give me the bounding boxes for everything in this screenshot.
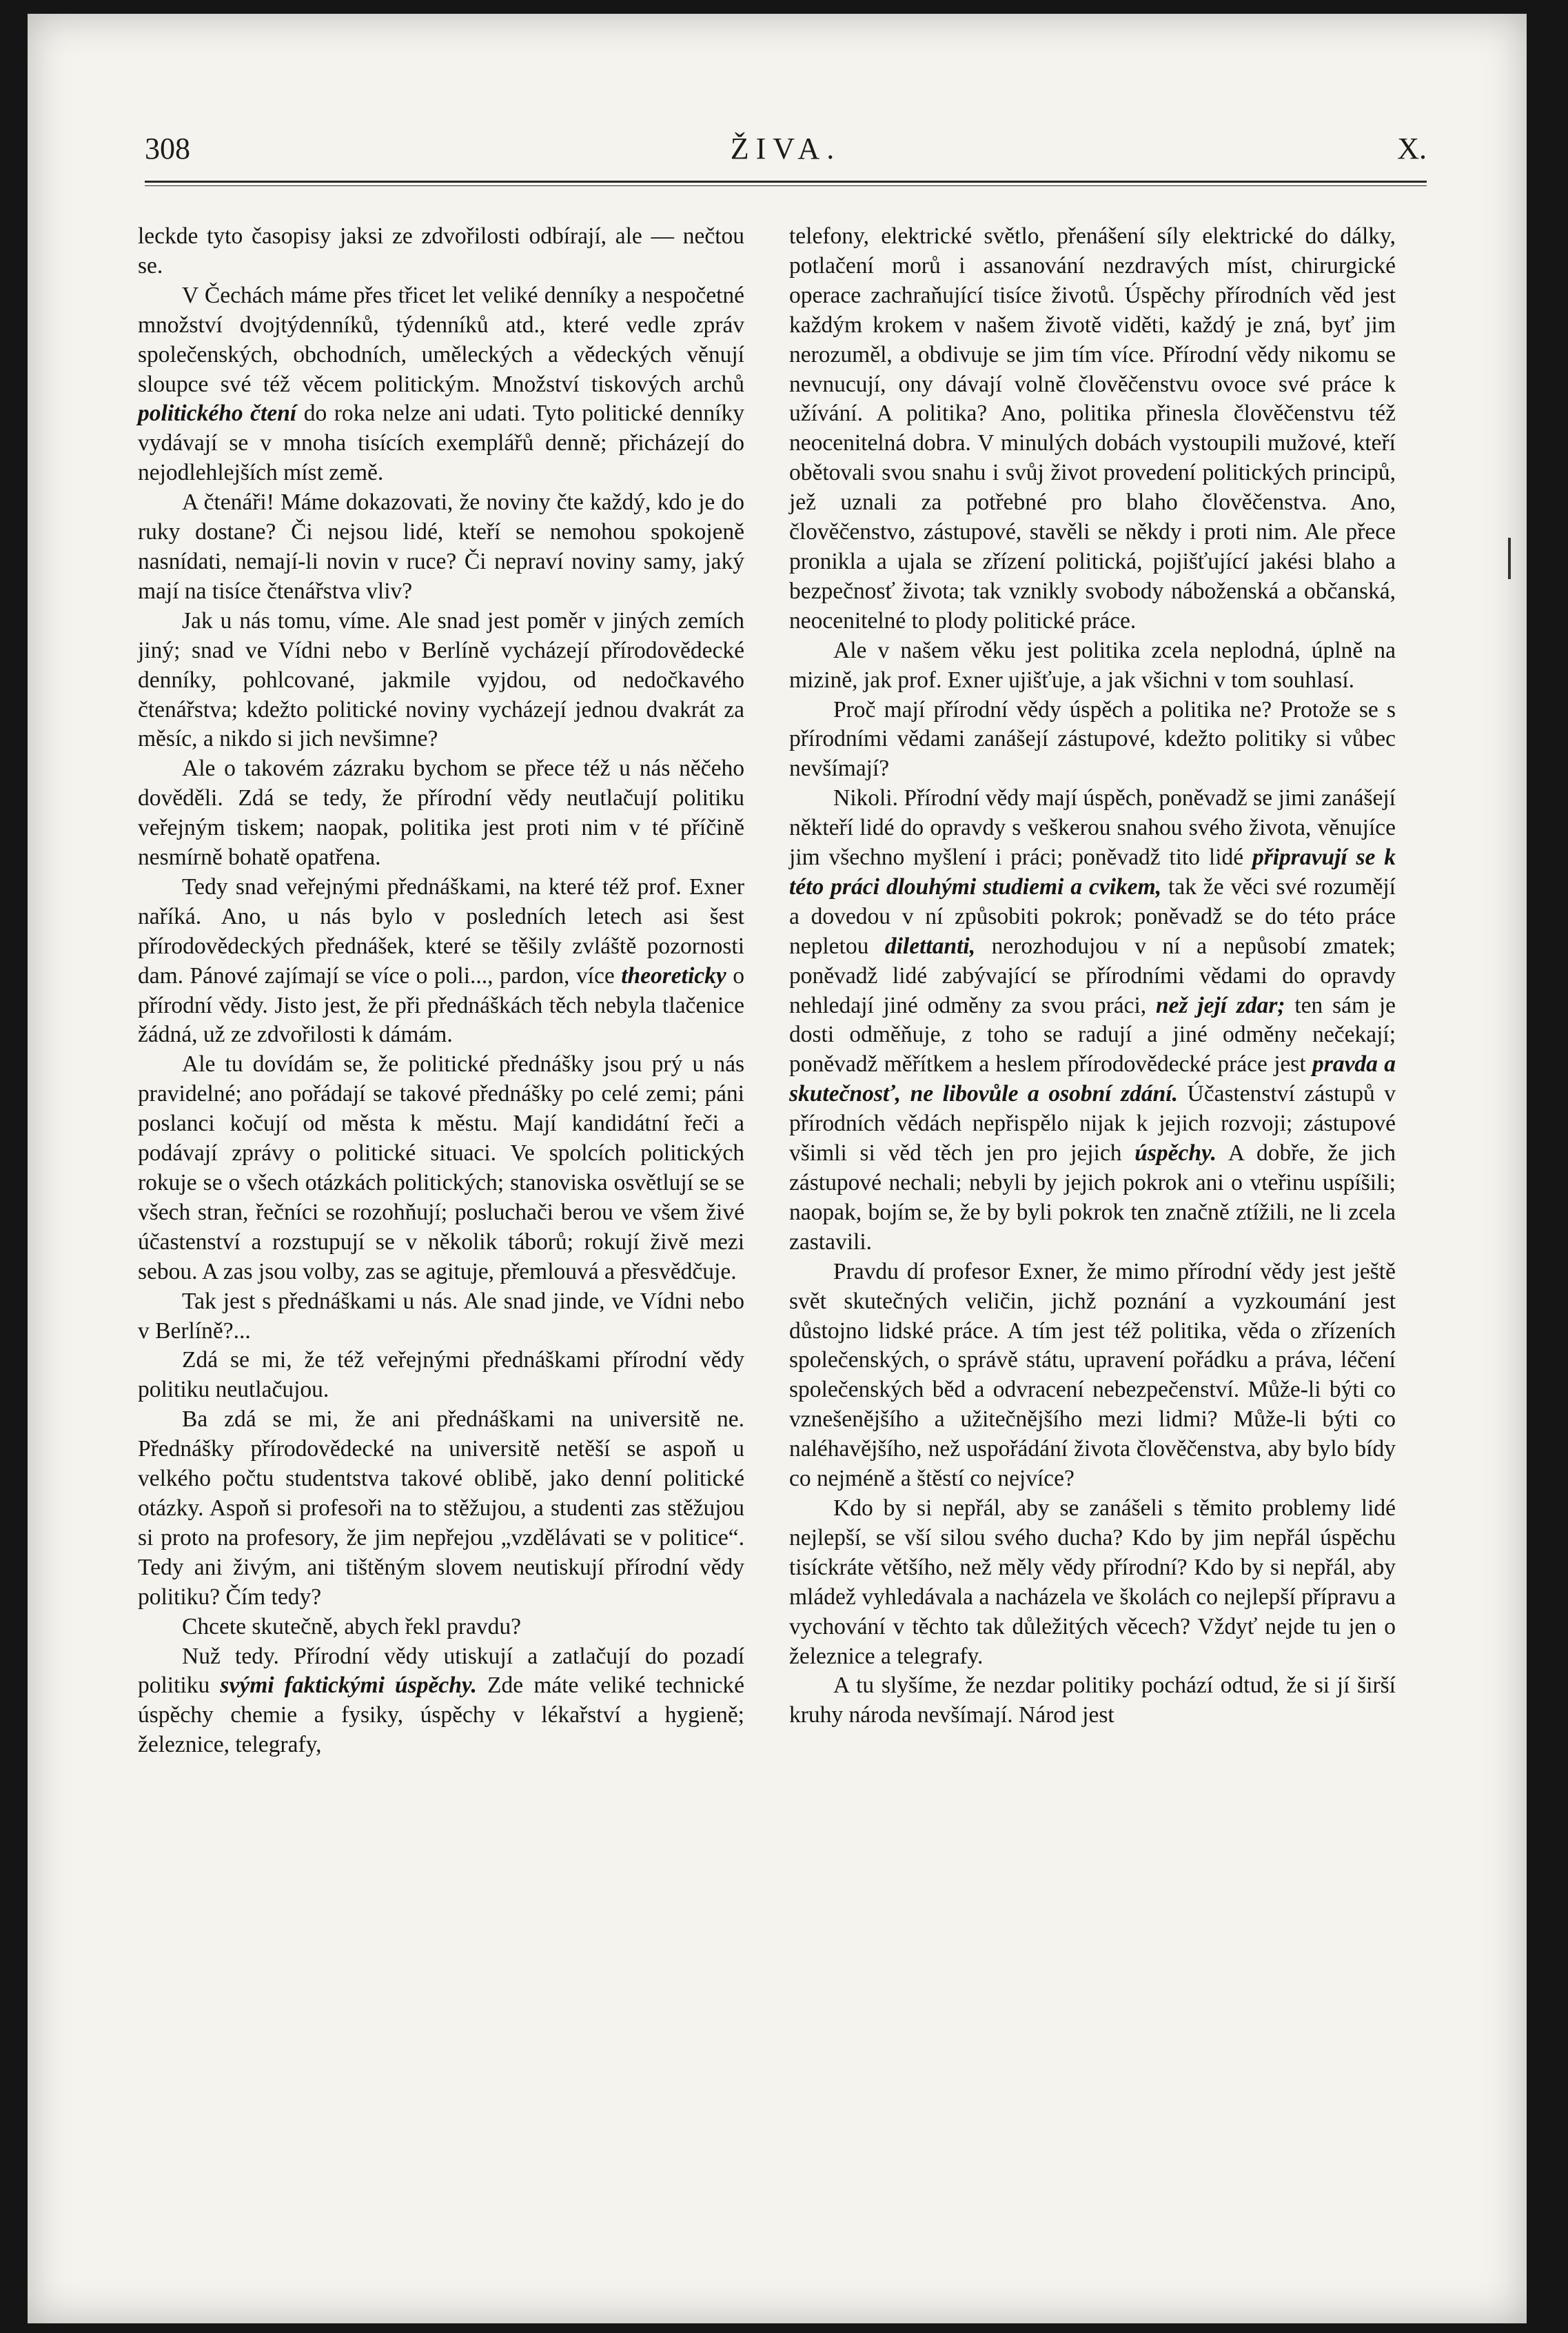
paragraph	[138, 873, 744, 1050]
paragraph	[138, 1405, 744, 1612]
text-run: Kdo by si nepřál, aby se zanášeli s těmito problemy lidé nejlepší, se vší silou svého ducha? Kdo by jim nepřál úspěchu tisíckráte většího, než měly vědy přírodní? Kdo by si nepřál, aby mládež vyhledávala a nacházela ve školách co nejlepší přípravu a vychování v těchto tak důležitých věcech? Vždyť nejde tu jen o železnice a telegrafy.	[789, 1495, 1396, 1669]
paragraph	[789, 636, 1396, 696]
header-rule	[145, 181, 1427, 186]
paragraph	[138, 281, 744, 488]
emphasis-text: úspěchy.	[1134, 1140, 1217, 1166]
paragraph	[138, 754, 744, 873]
paragraph	[138, 1613, 744, 1642]
text-run: Jak u nás tomu, víme. Ale snad jest poměr v jiných zemích jiný; snad ve Vídni nebo v Berlíně vycházejí přírodovědecké denníky, pohlcované, jakmile vyjdou, od nedočkavého čtenářstva; kdežto politické noviny vycházejí jednou dvakrát za měsíc, a nikdo si jich nevšimne?	[138, 607, 744, 752]
paragraph	[138, 1287, 744, 1346]
paragraph	[789, 1258, 1396, 1494]
text-run: telefony, elektrické světlo, přenášení síly elektrické do dálky, potlačení morů i assanování nezdravých míst, chirurgické operace zachraňující tisíce životů. Úspěchy přírodních věd jest každým krokem v našem životě viděti, každý je zná, byť jim nerozuměl, a obdivuje se jim tím více. Přírodní vědy nikomu se nevnucují, ony dávají volně člověčenstvu ovoce své práce k užívání. A politika? Ano, politika přinesla člověčenstvu též neocenitelná dobra. V minulých dobách vystoupili mužové, kteří obětovali svou snahu i svůj život provedení politických principů, jež uznali za potřebné pro blaho člověčenstva. Ano, člověčenstvo, zástupové, stavěli se někdy i proti nim. Ale přece pronikla a ujala se zřízení politická, pojišťující jakési blaho a bezpečnosť života; tak vznikly svobody náboženská a občanská, neocenitelné to plody politické práce.	[789, 223, 1396, 634]
text-run: Ale tu dovídám se, že politické přednášky jsou prý u nás pravidelné; ano pořádají se takové přednášky po celé zemi; páni poslanci kočují od města k městu. Mají kandidátní řeči a podávají zprávy o politické situaci. Ve spolcích politických rokuje se o všech otázkách politických; stanoviska osvětlují se se všech stran, řečníci se rozohňují; posluchači berou ve všem živé účastenství a rozstupují se v několik táborů; rokují živě mezi sebou. A zas jsou volby, zas se agituje, přemlouvá a přesvědčuje.	[138, 1051, 744, 1284]
text-run: tak že věci své rozumějí a dovedou v ní způsobiti pokrok; poněvadž se do této práce nepletou	[789, 873, 1396, 959]
text-run: Proč mají přírodní vědy úspěch a politika ne? Protože se s přírodními vědami zanášejí zástupové, kdežto politiky si vůbec nevšímají?	[789, 696, 1396, 782]
paragraph	[789, 1494, 1396, 1671]
paragraph	[138, 1642, 744, 1761]
emphasis-text: pravda a skutečnosť, ne libovůle a osobní zdání.	[789, 1051, 1396, 1107]
text-run: o přírodní vědy. Jisto jest, že při přednáškách těch nebyla tlačenice žádná, už ze zdvořilosti k dámám.	[138, 962, 744, 1048]
text-run: Ale v našem věku jest politika zcela neplodná, úplně na mizině, jak prof. Exner ujišťuje, a jak všichni v tom souhlasí.	[789, 637, 1396, 693]
paragraph	[138, 1346, 744, 1405]
page-number: 308	[145, 132, 190, 165]
text-run: Pravdu dí profesor Exner, že mimo přírodní vědy jest ještě svět skutečných veličin, jichž poznání a vyzkoumání jest důstojno lidské práce. A tím jest též politika, věda o zřízeních společenských, o správě státu, upravení pořádku a práva, léčení společenských běd a odvracení nebezpečenství. Může-li býti co vznešenějšího a užitečnějšího mezi lidmi? Může-li býti co naléhavějšího, než uspořádání života člověčenstva, aby bylo bídy co nejméně a štěstí co nejvíce?	[789, 1258, 1396, 1492]
paragraph	[789, 784, 1396, 1258]
emphasis-text: theoreticky	[621, 962, 726, 989]
journal-title: ŽIVA.	[730, 132, 842, 165]
emphasis-text: připravují se k této práci dlouhými studiemi a cvikem,	[789, 845, 1396, 900]
paragraph	[138, 607, 744, 755]
emphasis-text: svými faktickými úspěchy.	[220, 1673, 477, 1699]
text-run: Nuž tedy. Přírodní vědy utiskují a zatlačují do pozadí politiku	[138, 1643, 744, 1699]
text-run: nerozhodujou v ní a nepůsobí zmatek; poněvadž lidé zabývající se přírodními vědami do opravdy nehledají jiné odměny za svou práci,	[789, 933, 1396, 1018]
volume-number: X.	[1397, 132, 1427, 165]
text-run: leckde tyto časopisy jaksi ze zdvořilosti odbírají, ale — nečtou se.	[138, 223, 744, 279]
text-run: ten sám je dosti odměňuje, z toho se radují a jiné odměny nečekají; poněvadž měřítkem a heslem přírodovědecké práce jest	[789, 992, 1396, 1078]
text-run: Účastenství zástupů v přírodních vědách nepřispělo nijak k jejich rozvoji; zástupové všimli si věd těch jen pro jejich	[789, 1081, 1396, 1166]
emphasis-text: politického čtení	[138, 401, 297, 427]
margin-mark	[1508, 538, 1511, 579]
text-run: Zde máte veliké technické úspěchy chemie a fysiky, úspěchy v lékařství a hygieně; železnice, telegrafy,	[138, 1673, 744, 1758]
text-run: V Čechách máme přes třicet let veliké denníky a nespočetné množství dvojtýdenníků, týdenníků atd., které vedle zpráv společenských, obchodních, uměleckých a vědeckých věnují sloupce své též věcem politickým. Množství tiskových archů	[138, 282, 744, 397]
paragraph	[138, 488, 744, 607]
text-run: Chcete skutečně, abych řekl pravdu?	[182, 1613, 522, 1639]
text-run: Zdá se mi, že též veřejnými přednáškami přírodní vědy politiku neutlačujou.	[138, 1347, 744, 1403]
text-run: do roka nelze ani udati. Tyto politické denníky vydávají se v mnoha tisících exemplářů denně; přicházejí do nejodlehlejších míst země.	[138, 401, 744, 486]
paragraph	[789, 696, 1396, 785]
emphasis-text: dilettanti,	[884, 933, 976, 959]
text-run: Tedy snad veřejnými přednáškami, na které též prof. Exner naříká. Ano, u nás bylo v posledních letech asi šest přírodovědeckých přednášek, které se těšily zvláště pozornosti dam. Pánové zajímají se více o poli..., pardon, více	[138, 873, 744, 989]
paragraph	[789, 1671, 1396, 1730]
text-run: A čtenáři! Máme dokazovati, že noviny čte každý, kdo je do ruky dostane? Či nejsou lidé, kteří se nemohou spokojeně nasnídati, nemají-li novin v ruce? Či nepraví noviny samy, jaký mají na tisíce čtenářstva vliv?	[138, 489, 744, 604]
text-run: A dobře, že jich zástupové nechali; nebyli by jejich pokrok ani o vteřinu uspíšili; naopak, bojím se, že by byli pokrok ten značně ztížili, ne li zcela zastavili.	[789, 1140, 1396, 1255]
emphasis-text: než její zdar;	[1155, 992, 1285, 1018]
text-run: Nikoli. Přírodní vědy mají úspěch, poněvadž se jimi zanášejí někteří lidé do opravdy s veškerou snahou svého života, věnujíce jim všechno myšlení i práci; poněvadž tito lidé	[789, 785, 1396, 871]
text-run: Tak jest s přednáškami u nás. Ale snad jinde, ve Vídni nebo v Berlíně?...	[138, 1288, 744, 1344]
page-header	[145, 131, 1427, 179]
text-run: Ale o takovém zázraku bychom se přece též u nás něčeho dověděli. Zdá se tedy, že přírodní vědy neutlačují politiku veřejným tiskem; naopak, politika jest proti nim v té příčině nesmírně bohatě opatřena.	[138, 756, 744, 871]
right-column	[789, 222, 1396, 1730]
left-column	[138, 222, 744, 1760]
paragraph	[138, 1050, 744, 1286]
text-run: Ba zdá se mi, že ani přednáškami na universitě ne. Přednášky přírodovědecké na universitě netěší se aspoň u velkého počtu studentstva takové oblibě, jako denní politické otázky. Aspoň si profesoři na to stěžujou, a studenti zas stěžujou si proto na profesory, že jim nepřejou „vzdělávati se v politice“. Tedy ani živým, ani tištěným slovem neutiskují přírodní vědy politiku? Čím tedy?	[138, 1406, 744, 1610]
paragraph	[789, 222, 1396, 636]
text-run: A tu slyšíme, že nezdar politiky pochází odtud, že si jí širší kruhy národa nevšímají. Národ jest	[789, 1673, 1396, 1728]
paragraph	[138, 222, 744, 281]
